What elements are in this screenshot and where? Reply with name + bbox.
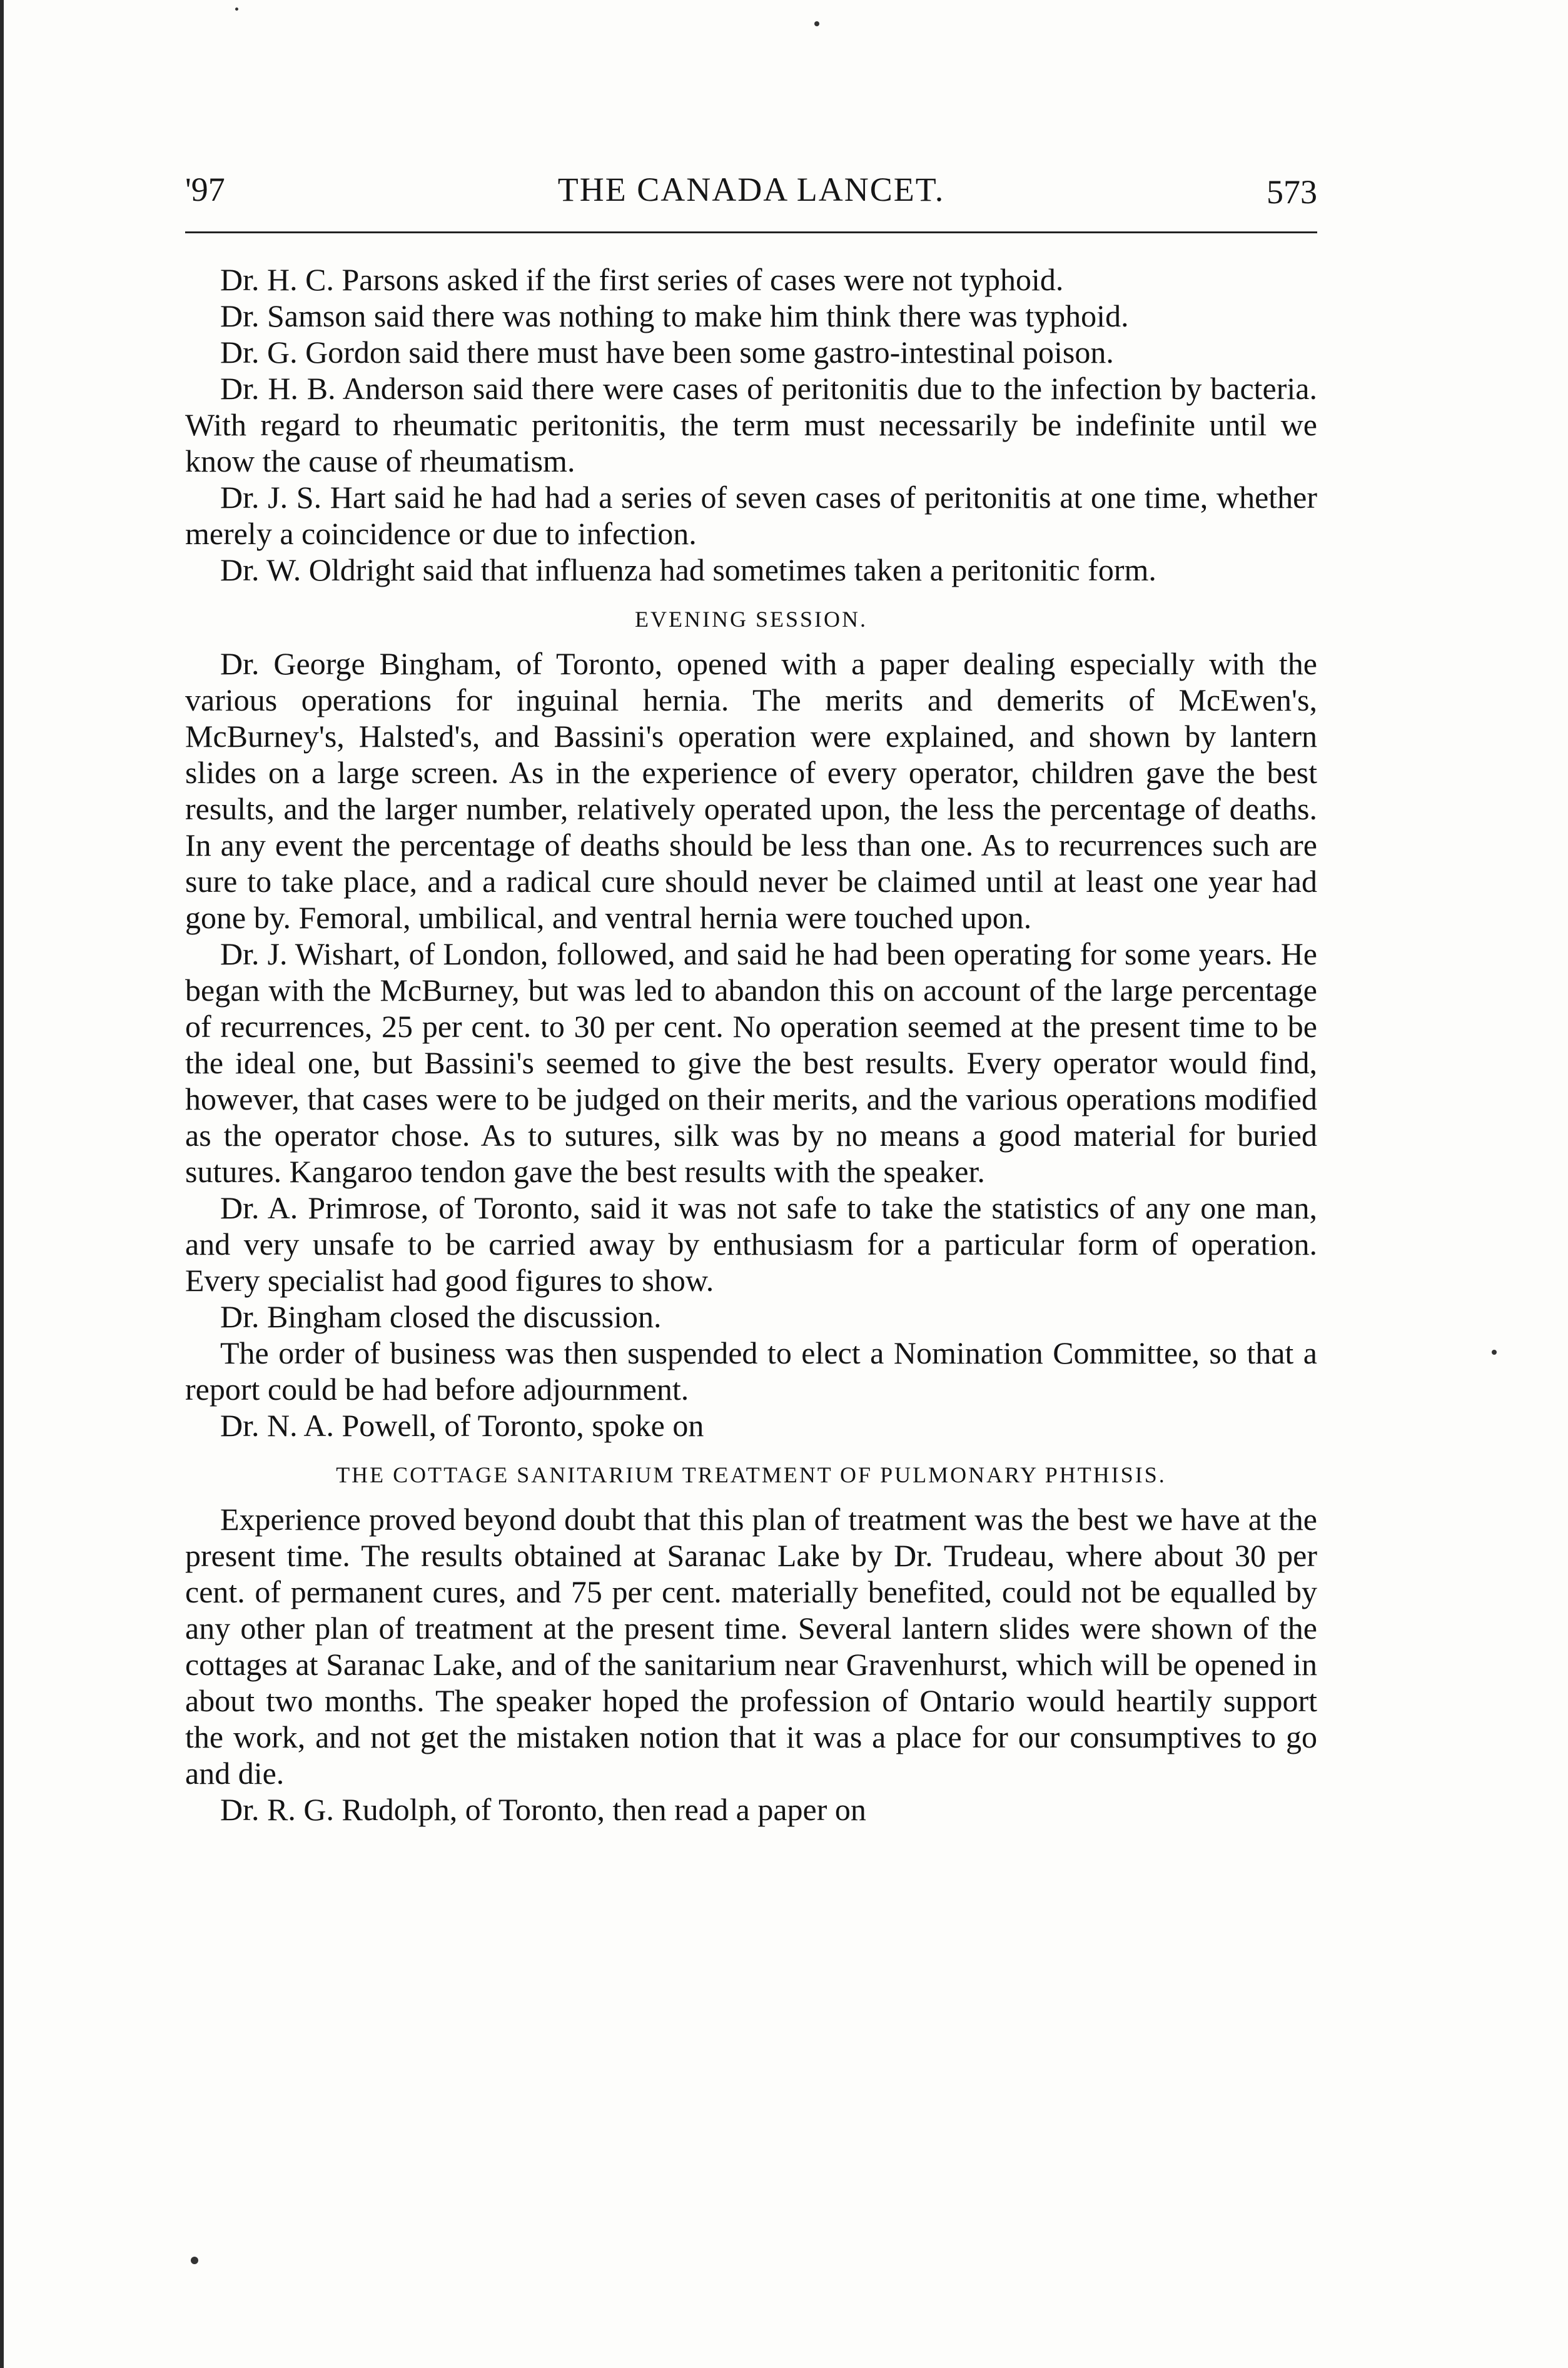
paragraph: Dr. H. B. Anderson said there were cases of peritonitis due to the infection by bacteria. With regard to rheumatic peritonitis, the term must necessarily be indefinite until we know the cause of rheumatism. — [185, 371, 1317, 478]
article-body — [185, 261, 1317, 1828]
header-journal-title: THE CANADA LANCET. — [557, 171, 945, 208]
paragraph: Dr. R. G. Rudolph, of Toronto, then read a paper on — [220, 1792, 866, 1827]
header-rule — [185, 231, 1317, 233]
scan-speck — [1492, 1350, 1497, 1355]
paragraph: Dr. W. Oldright said that influenza had sometimes taken a peritonitic form. — [220, 552, 1156, 587]
scan-speck — [191, 2257, 198, 2264]
paragraph: Dr. A. Primrose, of Toronto, said it was not safe to take the statistics of any one man, and very unsafe to be carried away by enthusiasm for a particular form of operation. Every specialist had good figures to show. — [185, 1190, 1317, 1298]
scan-speck — [814, 21, 819, 26]
section-heading-cottage-sanitarium: THE COTTAGE SANITARIUM TREATMENT OF PULMONARY PHTHISIS. — [336, 1462, 1166, 1487]
paragraph: Dr. J. Wishart, of London, followed, and said he had been operating for some years. He began with the McBurney, but was led to abandon this on account of the large percentage of recurrences, 25 per cent. to 30 per cent. No operation seemed at the present time to be the ideal one, but Bassini's seemed to give the best results. Every operator would find, however, that cases were to be judged on their merits, and the various operations modified as the operator chose. As to sutures, silk was by no means a good material for buried sutures. Kangaroo tendon gave the best results with the speaker. — [185, 936, 1317, 1189]
header-volume: '97 — [185, 171, 225, 208]
paragraph: Dr. George Bingham, of Toronto, opened with a paper dealing especially with the various operations for inguinal hernia. The merits and demerits of McEwen's, McBurney's, Halsted's, and Bassini's operation were explained, and shown by lantern slides on a large screen. As in the experience of every operator, children gave the best results, and the larger number, relatively operated upon, the less the percentage of deaths. In any event the percentage of deaths should be less than one. As to recurrences such are sure to take place, and a radical cure should never be claimed until at least one year had gone by. Femoral, umbilical, and ventral hernia were touched upon. — [185, 646, 1317, 935]
header-page-number: 573 — [1267, 173, 1317, 211]
section-heading-evening-session: EVENING SESSION. — [635, 607, 867, 632]
running-header — [185, 170, 1317, 226]
paragraph: Dr. H. C. Parsons asked if the first series of cases were not typhoid. — [220, 262, 1064, 297]
page-binding-edge — [0, 0, 4, 2368]
paragraph: Experience proved beyond doubt that this plan of treatment was the best we have at the present time. The results obtained at Saranac Lake by Dr. Trudeau, where about 30 per cent. of permanent cures, and 75 per cent. materially benefited, could not be equalled by any other plan of treatment at the present time. Several lantern slides were shown of the cottages at Saranac Lake, and of the sanitarium near Gravenhurst, which will be opened in about two months. The speaker hoped the profession of Ontario would heartily support the work, and not get the mistaken notion that it was a place for our consumptives to go and die. — [185, 1502, 1317, 1791]
paragraph: Dr. N. A. Powell, of Toronto, spoke on — [220, 1408, 704, 1443]
paragraph: The order of business was then suspended to elect a Nomination Committee, so that a report could be had before adjournment. — [185, 1335, 1317, 1407]
paragraph: Dr. G. Gordon said there must have been some gastro-intestinal poison. — [220, 335, 1114, 370]
scan-speck — [235, 8, 238, 11]
paragraph: Dr. J. S. Hart said he had had a series of seven cases of peritonitis at one time, whether merely a coincidence or due to infection. — [185, 480, 1317, 551]
paragraph: Dr. Samson said there was nothing to make him think there was typhoid. — [220, 298, 1129, 333]
paragraph: Dr. Bingham closed the discussion. — [220, 1299, 662, 1334]
